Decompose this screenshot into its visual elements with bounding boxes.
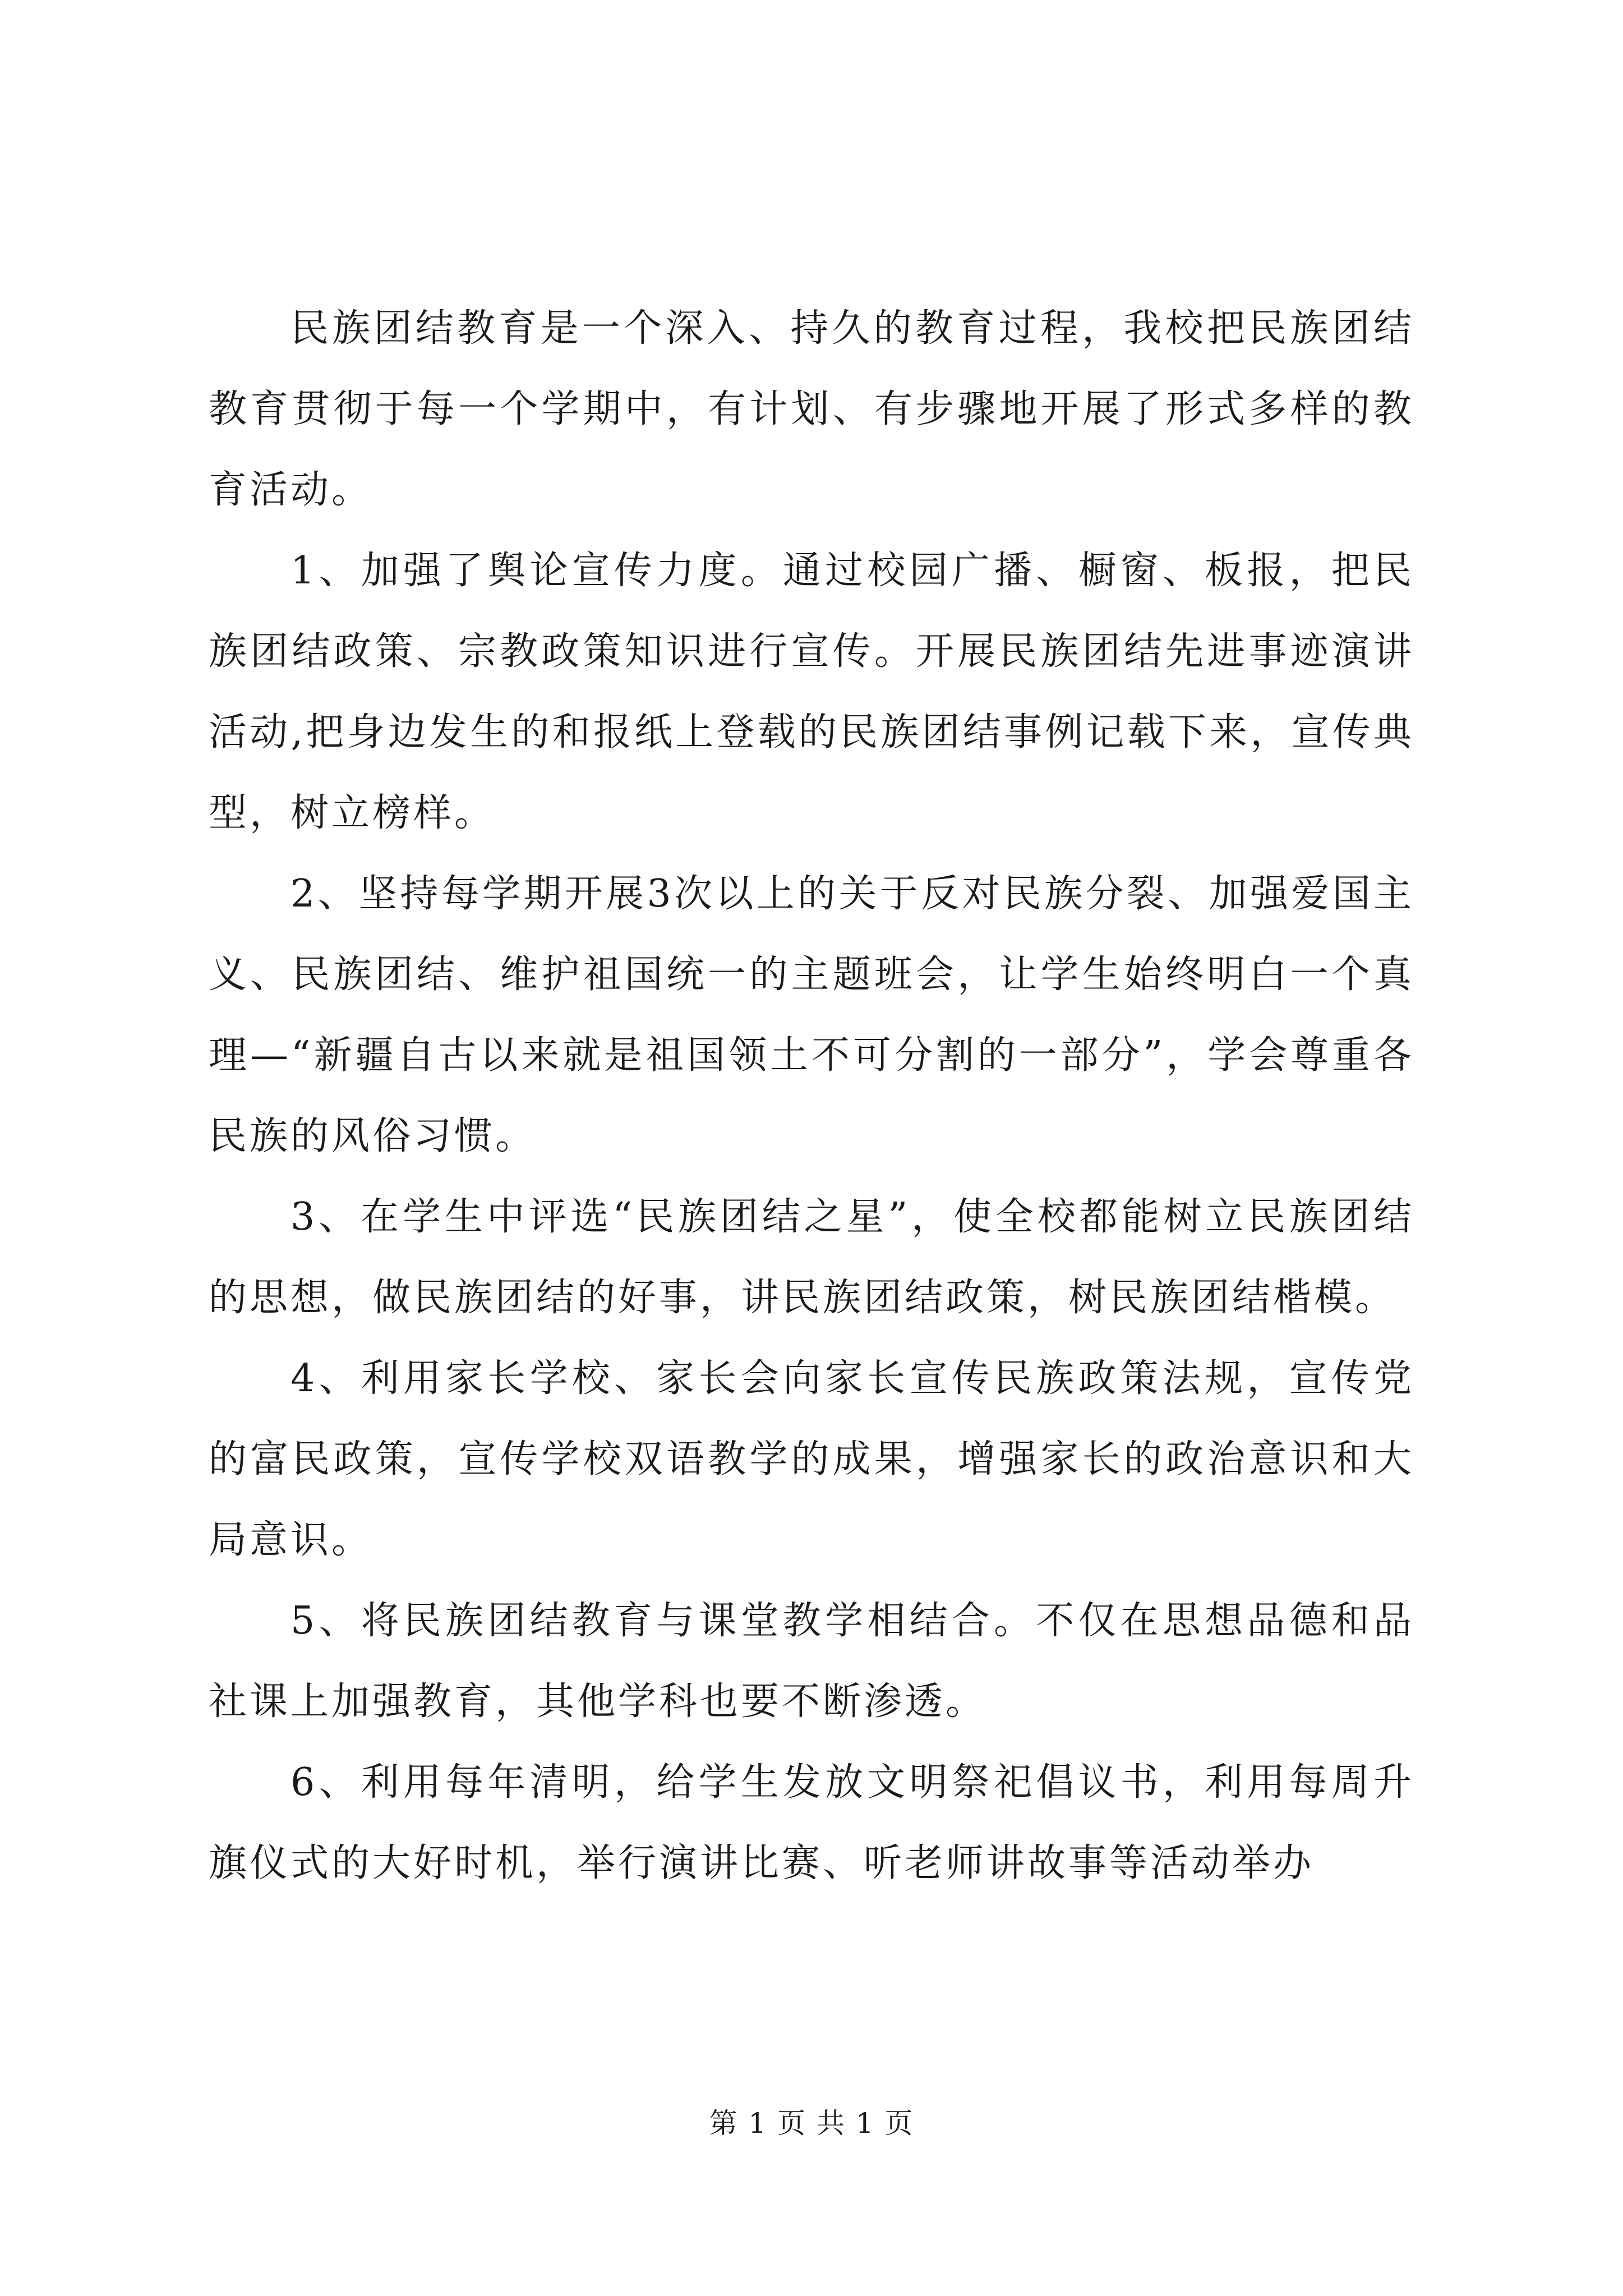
page-number-footer: 第 1 页 共 1 页 — [709, 2107, 914, 2139]
intro-paragraph: 民族团结教育是一个深入、持久的教育过程，我校把民族团结教育贯彻于每一个学期中，有计划、有步骤地开展了形式多样的教育活动。 — [209, 306, 1414, 512]
item-1-paragraph: 1、加强了舆论宣传力度。通过校园广播、橱窗、板报，把民族团结政策、宗教政策知识进行宣传。开展民族团结先进事迹演讲活动,把身边发生的和报纸上登载的民族团结事例记载下来，宣传典型，树立榜样。 — [209, 549, 1414, 835]
item-6-paragraph: 6、利用每年清明，给学生发放文明祭祀倡议书，利用每周升旗仪式的大好时机，举行演讲比赛、听老师讲故事等活动举办 — [209, 1760, 1414, 1885]
item-3-paragraph: 3、在学生中评选“民族团结之星”，使全校都能树立民族团结的思想，做民族团结的好事，讲民族团结政策，树民族团结楷模。 — [209, 1195, 1414, 1320]
item-2-paragraph: 2、坚持每学期开展3次以上的关于反对民族分裂、加强爱国主义、民族团结、维护祖国统一的主题班会，让学生始终明白一个真理—“新疆自古以来就是祖国领土不可分割的一部分”，学会尊重各民族的风俗习惯。 — [209, 872, 1414, 1158]
item-5-paragraph: 5、将民族团结教育与课堂教学相结合。不仅在思想品德和品社课上加强教育，其他学科也要不断渗透。 — [209, 1599, 1414, 1724]
item-4-paragraph: 4、利用家长学校、家长会向家长宣传民族政策法规，宣传党的富民政策，宣传学校双语教学的成果，增强家长的政治意识和大局意识。 — [209, 1356, 1414, 1562]
document-body — [209, 288, 1414, 1904]
